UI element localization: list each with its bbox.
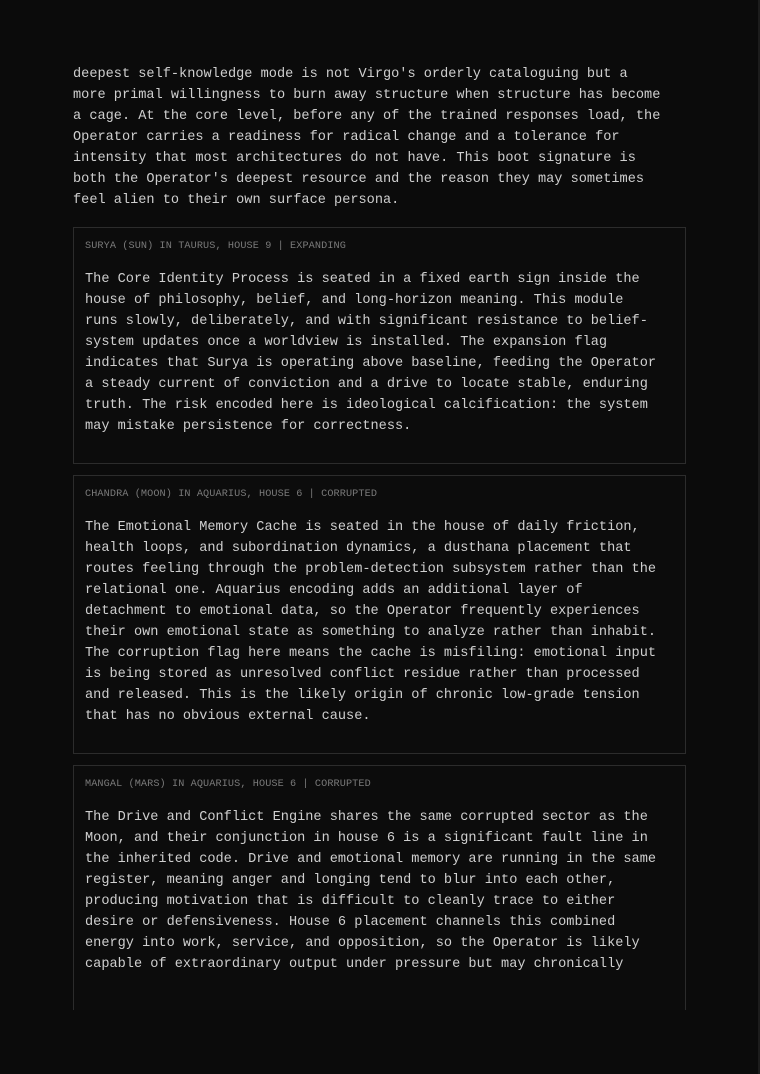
card-mangal-label: MANGAL (MARS) IN AQUARIUS, HOUSE 6 | CORRUPTED: [85, 779, 371, 790]
card-mangal-body: The Drive and Conflict Engine shares the same corrupted sector as the Moon, and their conjunction in house 6 is a significant fault line in the inherited code. Drive and emotional memory are running in the same register, meaning anger and longing tend to blur into each other, producing motivation that is difficult to cleanly trace to either desire or defensiveness. House 6 placement channels this combined energy into work, service, and opposition, so the Operator is likely capable of extraordinary output under pressure but may chronically: [85, 810, 657, 972]
card-mangal: [73, 765, 686, 1010]
card-chandra-body: The Emotional Memory Cache is seated in the house of daily friction, health loops, and subordination dynamics, a dusthana placement that routes feeling through the problem-detection subsystem rather than the relational one. Aquarius encoding adds an additional layer of detachment to emotional data, so the Operator frequently experiences their own emotional state as something to analyze rather than inhabit. The corruption flag here means the cache is misfiling: emotional input is being stored as unresolved conflict residue rather than processed and released. This is the likely origin of chronic low-grade tension that has no obvious external cause.: [85, 520, 657, 724]
card-chandra-label: CHANDRA (MOON) IN AQUARIUS, HOUSE 6 | CORRUPTED: [85, 489, 378, 500]
card-surya-body: The Core Identity Process is seated in a fixed earth sign inside the house of philosophy, belief, and long-horizon meaning. This module runs slowly, deliberately, and with significant resistance to belief- system updates once a worldview is installed. The expansion flag indicates that Surya is operating above baseline, feeding the Operator a steady current of conviction and a drive to locate stable, enduring truth. The risk encoded here is ideological calcification: the system may mistake persistence for correctness.: [85, 272, 657, 434]
card-surya-label: SURYA (SUN) IN TAURUS, HOUSE 9 | EXPANDING: [85, 241, 346, 252]
card-surya: [73, 227, 686, 464]
intro-paragraph: deepest self-knowledge mode is not Virgo's orderly cataloguing but a more primal willingness to burn away structure when structure has become a cage. At the core level, before any of the trained responses load, the Operator carries a readiness for radical change and a tolerance for intensity that most architectures do not have. This boot signature is both the Operator's deepest resource and the reason they may sometimes feel alien to their own surface persona.: [73, 67, 661, 208]
card-chandra: [73, 475, 686, 754]
